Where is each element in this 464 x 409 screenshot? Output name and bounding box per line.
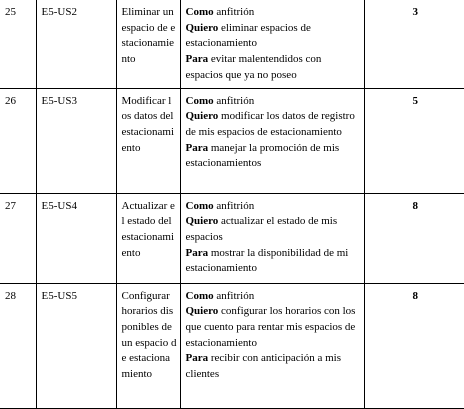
table-row bbox=[0, 193, 464, 283]
code-cell: E5-US5 bbox=[36, 283, 116, 408]
quiero-label: Quiero bbox=[185, 305, 219, 318]
como-text: anfitrión bbox=[213, 289, 255, 302]
quiero-text: configurar los horarios con los que cuento para rentar mis espacios de estacionamiento bbox=[185, 305, 356, 349]
title-cell: Eliminar un espacio de estacionamiento bbox=[116, 0, 180, 88]
quiero-label: Quiero bbox=[185, 110, 219, 123]
story-cell bbox=[180, 88, 364, 193]
story-cell bbox=[180, 283, 364, 408]
como-text: anfitrión bbox=[213, 199, 255, 212]
como-text: anfitrión bbox=[213, 6, 255, 18]
para-line bbox=[186, 141, 361, 172]
title-cell: Configurar horarios disponibles de un espacio de estacionamiento bbox=[116, 283, 180, 408]
para-text: manejar la promoción de mis estacionamientos bbox=[185, 141, 340, 170]
quiero-label: Quiero bbox=[185, 21, 219, 34]
code-cell: E5-US3 bbox=[36, 88, 116, 193]
points-cell: 8 bbox=[364, 283, 464, 408]
story-cell bbox=[180, 0, 364, 88]
title-cell: Modificar los datos del estacionamiento bbox=[116, 88, 180, 193]
order-cell: 25 bbox=[0, 0, 36, 88]
table-row bbox=[0, 0, 464, 88]
para-label: Para bbox=[185, 141, 209, 154]
para-text: evitar malentendidos con espacios que ya no poseo bbox=[185, 53, 322, 81]
para-label: Para bbox=[185, 352, 209, 365]
points-cell: 3 bbox=[364, 0, 464, 88]
order-cell: 28 bbox=[0, 283, 36, 408]
quiero-label: Quiero bbox=[185, 215, 219, 228]
quiero-line bbox=[186, 214, 361, 245]
points-cell: 8 bbox=[364, 193, 464, 283]
como-line bbox=[186, 199, 361, 215]
para-line bbox=[186, 246, 361, 277]
para-text: recibir con anticipación a mis clientes bbox=[185, 352, 341, 381]
quiero-line bbox=[186, 21, 361, 52]
quiero-text: actualizar el estado de mis espacios bbox=[185, 215, 338, 243]
order-cell: 26 bbox=[0, 88, 36, 193]
table-row bbox=[0, 283, 464, 408]
quiero-line bbox=[186, 304, 361, 351]
como-line bbox=[186, 5, 361, 21]
como-label: Como bbox=[185, 94, 214, 107]
order-cell: 27 bbox=[0, 193, 36, 283]
story-cell bbox=[180, 193, 364, 283]
quiero-line bbox=[186, 109, 361, 140]
como-line bbox=[186, 289, 361, 305]
como-line bbox=[186, 94, 361, 110]
como-label: Como bbox=[185, 6, 214, 18]
para-text: mostrar la disponibilidad de mi estacionamiento bbox=[185, 246, 349, 275]
para-label: Para bbox=[185, 246, 209, 259]
como-label: Como bbox=[185, 199, 214, 212]
title-cell: Actualizar el estado del estacionamiento bbox=[116, 193, 180, 283]
table-row bbox=[0, 88, 464, 193]
points-cell: 5 bbox=[364, 88, 464, 193]
para-label: Para bbox=[185, 53, 209, 66]
como-label: Como bbox=[185, 289, 214, 302]
quiero-text: modificar los datos de registro de mis espacios de estacionamiento bbox=[185, 110, 355, 138]
para-line bbox=[186, 351, 361, 382]
como-text: anfitrión bbox=[213, 94, 255, 107]
code-cell: E5-US2 bbox=[36, 0, 116, 88]
para-line bbox=[186, 52, 361, 83]
code-cell: E5-US4 bbox=[36, 193, 116, 283]
quiero-text: eliminar espacios de estacionamiento bbox=[185, 21, 311, 50]
